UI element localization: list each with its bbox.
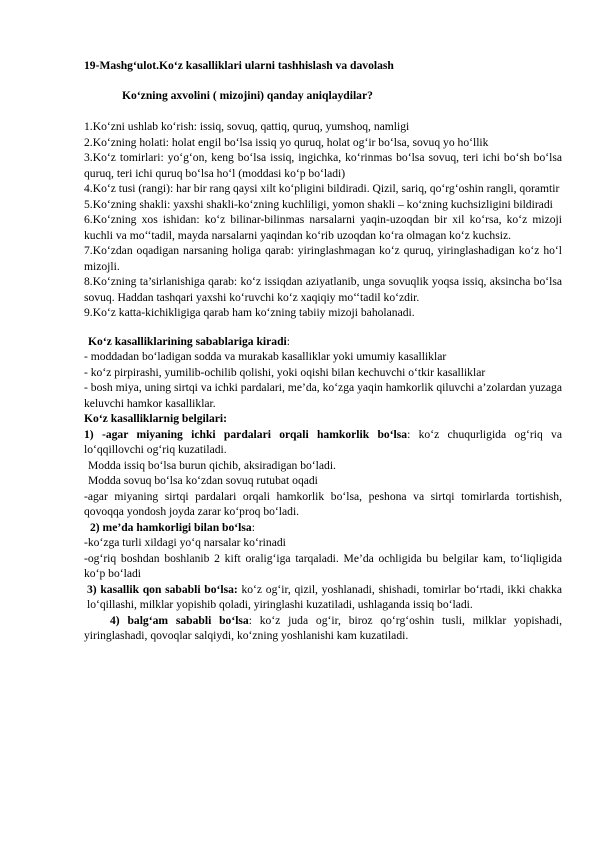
list-item: 7.Ko‘zdan oqadigan narsaning holiga qarab: yiringlashmagan ko‘z quruq, yiringlashadigan ko‘z ho‘l mizojli. [84, 244, 562, 273]
diagnosis-list [84, 119, 562, 321]
sign-1-text: : ko‘z chuqurligida og‘riq va lo‘qqillovchi og‘riq kuzatiladi. [84, 427, 562, 456]
list-item: 9.Ko‘z katta-kichikligiga qarab ham ko‘zning tabiiy mizoji baholanadi. [84, 306, 415, 319]
sign-3-text: ko‘z og‘ir, qizil, yoshlanadi, shishadi, tomirlar bo‘rtadi, ikki chakka lo‘qillashi, milklar yopishib qoladi, yiringlashi kuzatiladi, ushlaganda issiq bo‘ladi. [87, 582, 562, 611]
document-title: 19-Mashg‘ulot.Ko‘z kasalliklari ularni tashhislash va davolash [84, 59, 394, 72]
sign-4 [84, 613, 562, 644]
list-item: 3.Ko‘z tomirlari: yo‘g‘on, keng bo‘lsa issiq, ingichka, ko‘rinmas bo‘lsa sovuq, teri ichi bo‘sh bo‘lsa quruq, teri ichi quruq bo‘lsa ho‘l (moddasi ko‘p bo‘ladi) [84, 151, 562, 180]
sign-2-title: 2) me’da hamkorligi bilan bo‘lsa [90, 520, 252, 534]
sign-2-line: -ko‘zga turli xildagi yo‘q narsalar ko‘rinadi [84, 536, 286, 549]
causes-heading-text: Ko‘z kasalliklarining sabablariga kiradi [88, 334, 287, 348]
sign-1-outer: -agar miyaning sirtqi pardalari orqali hamkorlik bo‘lsa, peshona va sirtqi tomirlarda tortishish, qovoqqa yondosh joyda zarar ko‘proq bo‘ladi. [84, 489, 562, 518]
sign-3-title: 3) kasallik qon sababli bo‘lsa: [87, 582, 238, 596]
signs-heading: Ko‘z kasalliklarnig belgilari: [84, 412, 227, 425]
sign-2-colon: : [251, 520, 255, 534]
cause-item: - ko‘z pirpirashi, yumilib-ochilib qolishi, yoki oqishi bilan kechuvchi o‘tkir kasalliklar [84, 365, 486, 379]
sign-1-modda-hot: Modda issiq bo‘lsa burun qichib, aksiradigan bo‘ladi. [88, 458, 336, 472]
list-item: 2.Ko‘zning holati: holat engil bo‘lsa issiq yo quruq, holat og‘ir bo‘lsa, sovuq yo ho‘llik [84, 135, 489, 149]
list-item: 5.Ko‘zning shakli: yaxshi shakli-ko‘zning kuchliligi, yomon shakli – ko‘zning kuchsizligini bildiradi [84, 197, 553, 211]
list-item: 6.Ko‘zning xos ishidan: ko‘z bilinar-bilinmas narsalarni yaqin-uzoqdan bir xil ko‘rsa, ko‘z mizoji kuchli va mo‘‘tadil, mayda narsalarni yaqindan ko‘rib uzoqdan ko‘ra olmagan ko‘z kuchsiz. [84, 213, 562, 242]
cause-item: - bosh miya, uning sirtqi va ichki pardalari, me’da, ko‘zga yaqin hamkorlik qiluvchi a’zolardan yuzaga keluvchi hamkor kasalliklar. [84, 381, 562, 410]
sign-2-line: -og‘riq boshdan boshlanib 2 kift oralig‘iga tarqaladi. Me’da ochligida bu belgilar kam, to‘liqligida ko‘p bo‘ladi [84, 551, 562, 580]
document-page [84, 58, 562, 644]
causes-heading [84, 334, 562, 350]
sign-1-title: 1) -agar miyaning ichki pardalari orqali hamkorlik bo‘lsa [84, 427, 408, 441]
causes-heading-colon: : [286, 334, 290, 348]
sign-3 [84, 582, 562, 613]
sign-2 [84, 520, 562, 536]
list-item: 4.Ko‘z tusi (rangi): har bir rang qaysi xilt ko‘pligini bildiradi. Qizil, sariq, qo‘rg‘oshin rangli, qoramtir [84, 182, 560, 195]
list-item: 1.Ko‘zni ushlab ko‘rish: issiq, sovuq, qattiq, quruq, yumshoq, namligi [84, 120, 410, 133]
sign-1 [84, 427, 562, 458]
list-item: 8.Ko‘zning ta’sirlanishiga qarab: ko‘z issiqdan aziyatlanib, unga sovuqlik yoqsa issiq, aksincha bo‘lsa sovuq. Haddan tashqari yaxshi ko‘ruvchi ko‘z xaqiqiy mo‘‘tadil ko‘zdir. [84, 275, 562, 304]
cause-item: - moddadan bo‘ladigan sodda va murakab kasalliklar yoki umumiy kasalliklar [84, 350, 447, 363]
sign-1-modda-cold: Modda sovuq bo‘lsa ko‘zdan sovuq rutubat oqadi [88, 474, 318, 487]
sign-4-title: 4) balg‘am sababli bo‘lsa [110, 613, 249, 627]
section-question: Ko‘zning axvolini ( mizojini) qanday aniqlaydilar? [122, 88, 373, 102]
sign-4-text: : ko‘z juda og‘ir, biroz qo‘rg‘oshin tusli, milklar yopishadi, yiringlashadi, qovoqlar salqiydi, ko‘zning yoshlanishi kam kuzatiladi. [84, 613, 562, 642]
